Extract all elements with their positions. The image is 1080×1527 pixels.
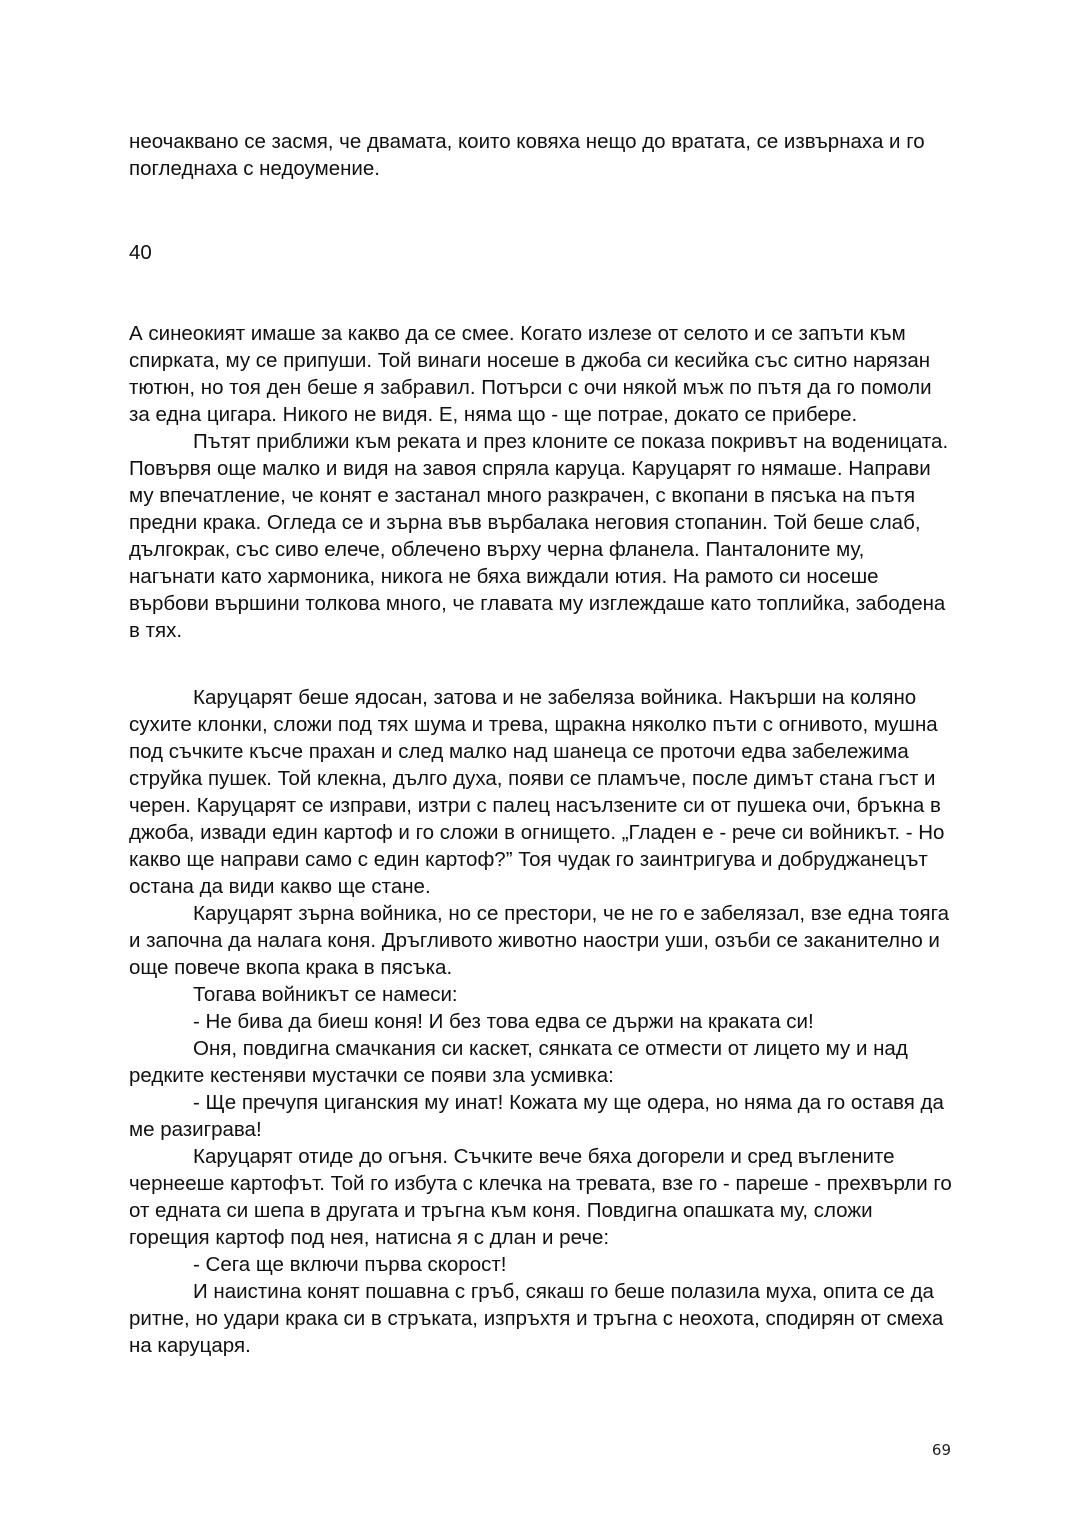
intro-paragraph: неочаквано се засмя, че двамата, които ковяха нещо до вратата, се извърнаха и го погледнаха с недоумение. [129,130,925,180]
page-number: 69 [931,1441,951,1459]
dialogue-line: - Сега ще включи първа скорост! [193,1253,507,1276]
paragraph: И наистина конят пошавна с гръб, сякаш го беше полазила муха, опита се да ритне, но удари крака си в стръката, изпръхтя и тръгна с неохота, сподирян от смеха на каруцаря. [129,1280,944,1357]
dialogue-line: - Ще пречупя циганския му инат! Кожата му ще одера, но няма да го оставя да ме разиграва! [129,1091,944,1141]
paragraph: Пътят приближи към реката и през клоните се показа покривът на воденицата. Повървя още малко и видя на завоя спряла каруца. Каруцарят го нямаше. Направи му впечатление, че конят е застанал много разкрачен, с вкопани в пясъка на пътя предни крака. Огледа се и зърна във върбалака неговия стопанин. Той беше слаб, дългокрак, със сиво елече, облечено върху черна фланела. Панталоните му, нагънати като хармоника, никога не бяха виждали ютия. На рамото си носеше върбови вършини толкова много, че главата му изглеждаше като топлийка, забодена в тях. [129,430,949,642]
paragraph: А синеокият имаше за какво да се смее. Когато излезе от селото и се запъти към спирката, му се припуши. Той винаги носеше в джоба си кесийка със ситно нарязан тютюн, но тоя ден беше я забравил. Потърси с очи някой мъж по пътя да го помоли за една цигара. Никого не видя. Е, няма що - ще потрае, докато се прибере. [129,322,932,426]
paragraph: Тогава войникът се намеси: [193,983,458,1006]
paragraph: Оня, повдигна смачкания си каскет, сянката се отмести от лицето му и над редките кестеняви мустачки се появи зла усмивка: [129,1037,908,1087]
chapter-number: 40 [129,241,152,264]
intro-paragraph-block [129,128,953,182]
paragraph: Каруцарят зърна войника, но се престори, че не го е забелязал, взе една тояга и започна да налага коня. Дръгливото животно наостри уши, озъби се заканително и още повече вкопа крака в пясъка. [129,902,950,979]
dialogue-line: - Не бива да биеш коня! И без това едва се държи на краката си! [193,1010,814,1033]
chapter-number-block [129,239,953,266]
paragraph: Каруцарят беше ядосан, затова и не забеляза войника. Накърши на коляно сухите клонки, сложи под тях шума и трева, щракна няколко пъти с огнивото, мушна под съчките късче прахан и след малко над шанеца се проточи едва забележима струйка пушек. Той клекна, дълго духа, появи се пламъче, после димът стана гъст и черен. Каруцарят се изправи, изтри с палец насълзените си от пушека очи, бръкна в джоба, извади един картоф и го сложи в огнището. „Гладен е - рече си войникът. - Но какво ще направи само с един картоф?” Тоя чудак го заинтригува и добруджанецът остана да види какво ще стане. [129,686,945,898]
section-2-paragraphs [129,684,953,1359]
section-1-paragraphs [129,320,953,644]
paragraph: Каруцарят отиде до огъня. Съчките вече бяха догорели и сред въглените чернееше картофът. Той го избута с клечка на тревата, взе го - пареше - прехвърли го от едната си шепа в другата и тръгна към коня. Повдигна опашката му, сложи горещия картоф под нея, натисна я с длан и рече: [129,1145,952,1249]
